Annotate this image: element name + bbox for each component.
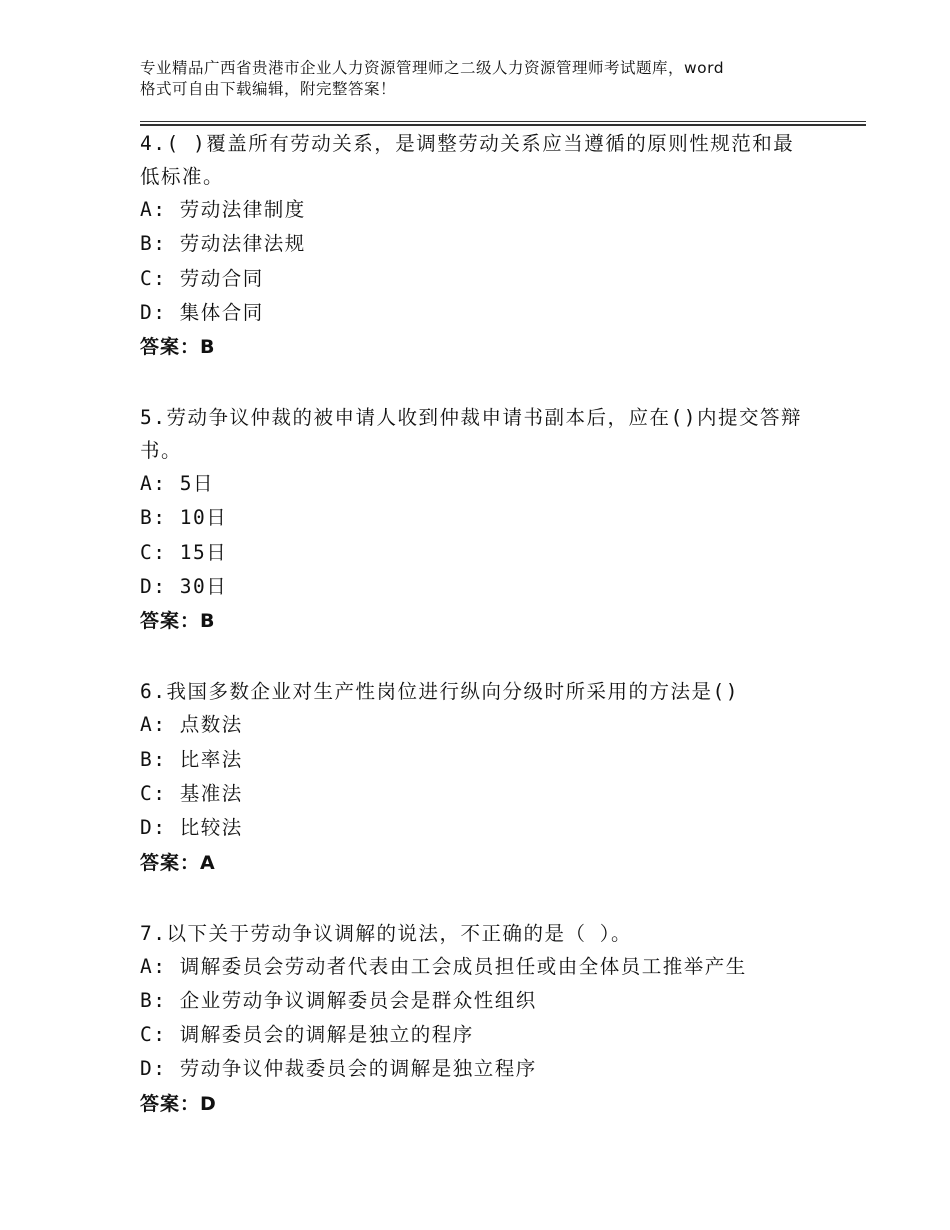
- option-b: B: 劳动法律法规: [140, 232, 306, 256]
- option-b: B: 10日: [140, 506, 228, 530]
- option-a: A: 劳动法律制度: [140, 198, 306, 221]
- question-4: [140, 127, 860, 364]
- option-b: B: 比率法: [140, 747, 243, 771]
- question-7: [140, 917, 860, 1121]
- question-stem: 6.我国多数企业对生产性岗位进行纵向分级时所采用的方法是(): [140, 680, 739, 704]
- option-d: D: 集体合同: [140, 300, 264, 324]
- header-divider-thin: [140, 121, 866, 122]
- option-c: C: 劳动合同: [140, 266, 264, 290]
- question-6: [140, 675, 860, 879]
- option-d: D: 30日: [140, 575, 228, 599]
- document-header: [140, 58, 830, 100]
- option-c: C: 基准法: [140, 781, 243, 805]
- header-line-1: 专业精品广西省贵港市企业人力资源管理师之二级人力资源管理师考试题库，word: [140, 59, 725, 77]
- question-stem: 4.( )覆盖所有劳动关系，是调整劳动关系应当遵循的原则性规范和最低标准。: [140, 132, 795, 188]
- option-a: A: 点数法: [140, 713, 243, 737]
- option-d: D: 比较法: [140, 816, 243, 840]
- question-stem: 5.劳动争议仲裁的被申请人收到仲裁申请书副本后，应在()内提交答辩书。: [140, 406, 802, 463]
- option-a: A: 5日: [140, 472, 214, 496]
- header-line-2: 格式可自由下载编辑，附完整答案！: [140, 80, 397, 98]
- option-c: C: 调解委员会的调解是独立的程序: [140, 1023, 474, 1047]
- option-c: C: 15日: [140, 540, 228, 564]
- question-5: [140, 401, 860, 638]
- question-stem: 7.以下关于劳动争议调解的说法，不正确的是（ ）。: [140, 921, 632, 945]
- answer-label: 答案：B: [140, 610, 216, 633]
- answer-label: 答案：A: [140, 851, 216, 874]
- option-b: B: 企业劳动争议调解委员会是群众性组织: [140, 988, 537, 1012]
- option-d: D: 劳动争议仲裁委员会的调解是独立程序: [140, 1057, 537, 1081]
- answer-label: 答案：B: [140, 336, 216, 359]
- option-a: A: 调解委员会劳动者代表由工会成员担任或由全体员工推举产生: [140, 954, 747, 978]
- answer-label: 答案：D: [140, 1092, 217, 1115]
- question-list: [140, 126, 860, 1121]
